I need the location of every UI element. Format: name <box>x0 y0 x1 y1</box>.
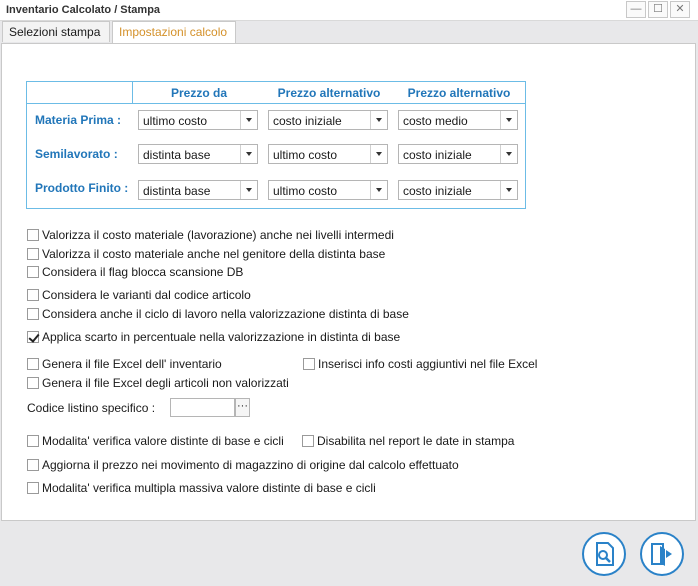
checkbox-box[interactable] <box>27 459 39 471</box>
checkbox-varianti-codice[interactable] <box>27 288 251 302</box>
window-title: Inventario Calcolato / Stampa <box>6 4 161 16</box>
chevron-down-icon[interactable] <box>370 145 387 163</box>
checkbox-excel-non-valorizzati[interactable] <box>27 376 289 390</box>
title-bar <box>0 0 698 21</box>
chevron-down-icon[interactable] <box>500 145 517 163</box>
row-label-materia-prima: Materia Prima : <box>35 113 122 127</box>
chevron-down-icon[interactable] <box>370 111 387 129</box>
checkbox-ciclo-lavoro[interactable] <box>27 307 409 321</box>
chevron-down-icon[interactable] <box>240 181 257 199</box>
exit-icon <box>642 534 682 574</box>
settings-panel <box>1 43 696 521</box>
checkbox-verifica-multipla-massiva[interactable] <box>27 481 376 495</box>
col-header-prezzo-alternativo-2: Prezzo alternativo <box>407 86 511 100</box>
checkbox-label: Modalita' verifica valore distinte di base e cicli <box>42 434 284 448</box>
materia-prima-prezzo-da-select[interactable] <box>138 110 258 130</box>
checkbox-scarto-percentuale[interactable] <box>27 330 400 344</box>
checkbox-valorizza-livelli-intermedi[interactable] <box>27 228 394 242</box>
select-value: costo iniziale <box>273 114 342 128</box>
checkbox-valorizza-genitore[interactable] <box>27 247 385 261</box>
checkbox-box[interactable] <box>27 308 39 320</box>
select-value: ultimo costo <box>143 114 208 128</box>
select-value: distinta base <box>143 184 211 198</box>
prodotto-finito-prezzo-da-select[interactable] <box>138 180 258 200</box>
chevron-down-icon[interactable] <box>240 111 257 129</box>
print-preview-icon <box>584 534 624 574</box>
semilavorato-prezzo-da-select[interactable] <box>138 144 258 164</box>
select-value: ultimo costo <box>273 148 338 162</box>
checkbox-label: Applica scarto in percentuale nella valorizzazione in distinta di base <box>42 330 401 344</box>
select-value: costo iniziale <box>403 148 472 162</box>
checkbox-label: Valorizza il costo materiale (lavorazione) anche nei livelli intermedi <box>42 228 394 242</box>
checkbox-label: Disabilita nel report le date in stampa <box>317 434 515 448</box>
checkbox-box[interactable] <box>27 435 39 447</box>
checkbox-aggiorna-prezzo-movimenti[interactable] <box>27 458 459 472</box>
checkbox-info-costi-aggiuntivi[interactable] <box>303 357 537 371</box>
col-header-prezzo-da: Prezzo da <box>170 86 227 100</box>
checkbox-label: Considera il flag blocca scansione DB <box>42 265 244 279</box>
exit-button[interactable] <box>640 532 684 576</box>
materia-prima-alt1-select[interactable] <box>268 110 388 130</box>
semilavorato-alt1-select[interactable] <box>268 144 388 164</box>
checkbox-label: Valorizza il costo materiale anche nel genitore della distinta base <box>42 247 386 261</box>
materia-prima-alt2-select[interactable] <box>398 110 518 130</box>
col-header-prezzo-alternativo-1: Prezzo alternativo <box>277 86 381 100</box>
chevron-down-icon[interactable] <box>500 111 517 129</box>
checkbox-label: Aggiorna il prezzo nei movimento di magazzino di origine dal calcolo effettuato <box>42 458 459 472</box>
checkbox-disabilita-date-stampa[interactable] <box>302 434 514 448</box>
checkbox-box[interactable] <box>27 289 39 301</box>
checkbox-verifica-valore-distinte[interactable] <box>27 434 284 448</box>
checkbox-label: Modalita' verifica multipla massiva valore distinte di base e cicli <box>42 481 376 495</box>
close-button[interactable]: ✕ <box>670 1 690 18</box>
checkbox-label: Genera il file Excel dell' inventario <box>42 357 222 371</box>
checkbox-box[interactable] <box>27 482 39 494</box>
chevron-down-icon[interactable] <box>500 181 517 199</box>
checkbox-label: Genera il file Excel degli articoli non valorizzati <box>42 376 289 390</box>
chevron-down-icon[interactable] <box>370 181 387 199</box>
select-value: ultimo costo <box>273 184 338 198</box>
prodotto-finito-alt2-select[interactable] <box>398 180 518 200</box>
select-value: costo medio <box>403 114 468 128</box>
semilavorato-alt2-select[interactable] <box>398 144 518 164</box>
prodotto-finito-alt1-select[interactable] <box>268 180 388 200</box>
checkbox-box[interactable] <box>302 435 314 447</box>
tab-selezioni-stampa[interactable]: Selezioni stampa <box>2 21 110 42</box>
checkbox-excel-inventario[interactable] <box>27 357 222 371</box>
checkbox-flag-blocca-scansione[interactable] <box>27 265 243 279</box>
checkbox-box[interactable] <box>27 377 39 389</box>
checkbox-box[interactable] <box>27 331 39 343</box>
row-label-prodotto-finito: Prodotto Finito : <box>35 181 129 195</box>
checkbox-label: Considera le varianti dal codice articolo <box>42 288 251 302</box>
select-value: costo iniziale <box>403 184 472 198</box>
print-preview-button[interactable] <box>582 532 626 576</box>
checkbox-label: Considera anche il ciclo di lavoro nella valorizzazione distinta di base <box>42 307 409 321</box>
checkbox-box[interactable] <box>27 358 39 370</box>
listino-browse-button[interactable]: ··· <box>235 398 250 417</box>
checkbox-box[interactable] <box>27 266 39 278</box>
checkbox-box[interactable] <box>303 358 315 370</box>
checkbox-label: Inserisci info costi aggiuntivi nel file Excel <box>318 357 538 371</box>
maximize-button[interactable]: ☐ <box>648 1 668 18</box>
chevron-down-icon[interactable] <box>240 145 257 163</box>
listino-label: Codice listino specifico : <box>27 401 156 415</box>
tab-impostazioni-calcolo[interactable]: Impostazioni calcolo <box>112 21 236 44</box>
checkbox-box[interactable] <box>27 229 39 241</box>
minimize-button[interactable]: — <box>626 1 646 18</box>
listino-input[interactable] <box>170 398 235 417</box>
action-bar <box>0 522 698 586</box>
price-grid <box>26 81 526 209</box>
select-value: distinta base <box>143 148 211 162</box>
checkbox-box[interactable] <box>27 248 39 260</box>
row-label-semilavorato: Semilavorato : <box>35 147 118 161</box>
